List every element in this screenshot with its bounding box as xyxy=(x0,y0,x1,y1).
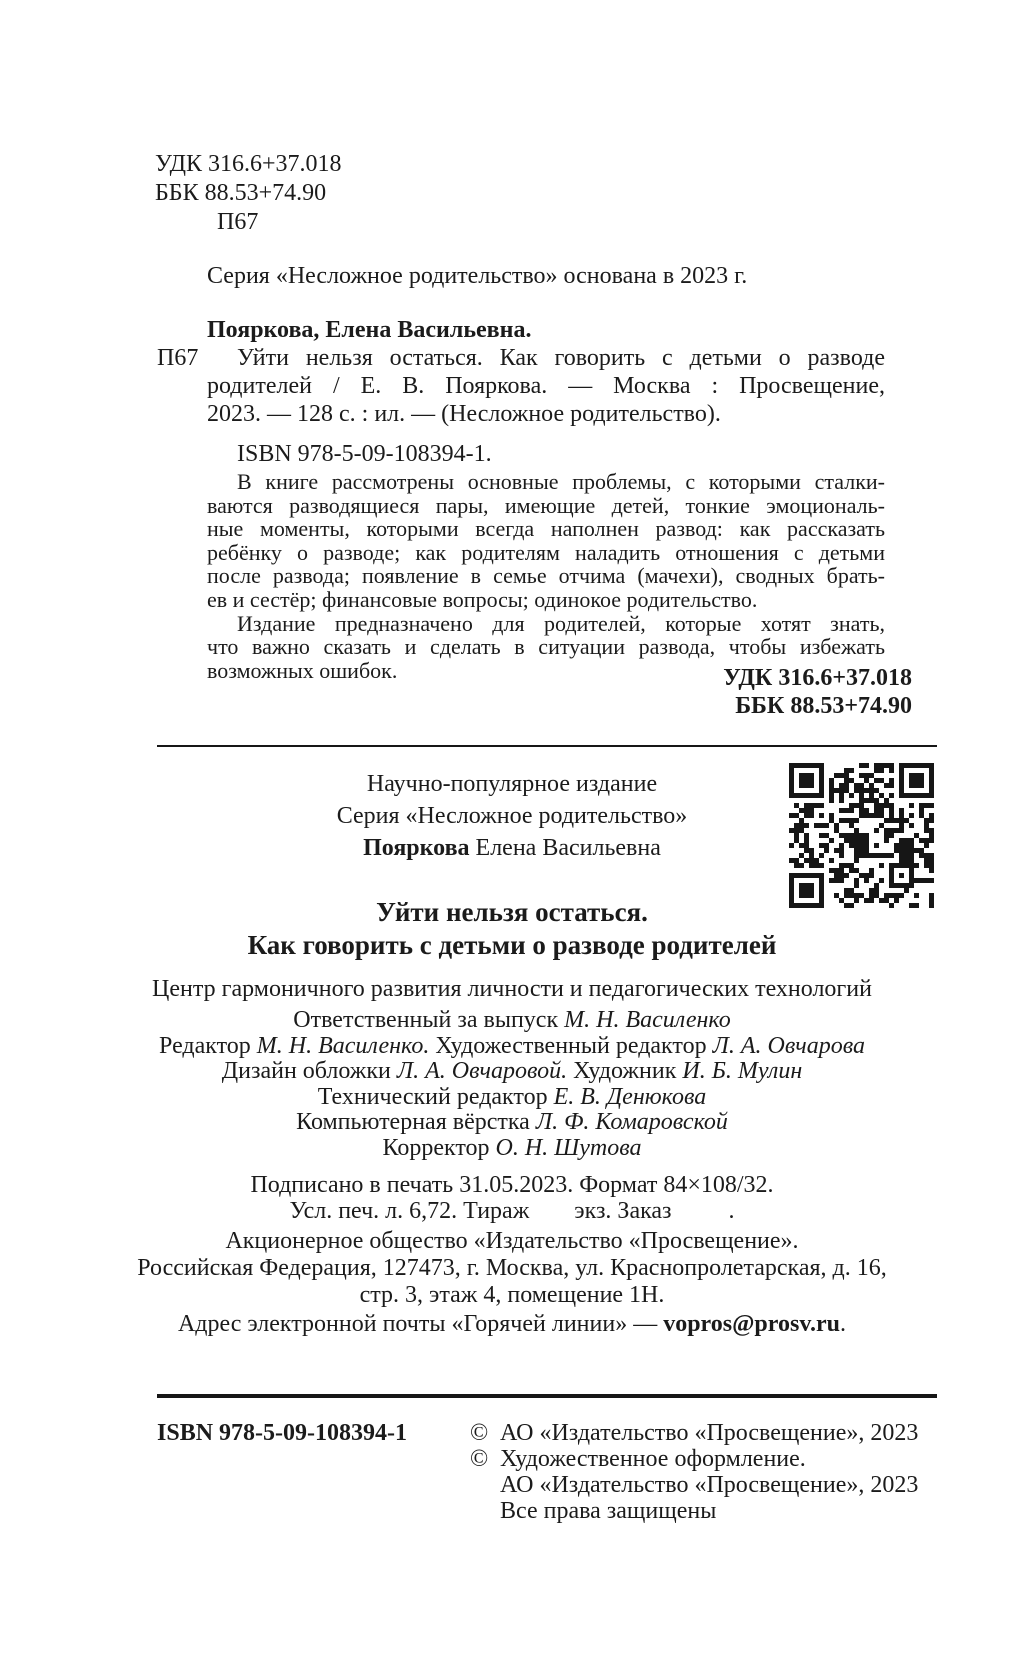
author-sign-code: П67 xyxy=(217,209,259,235)
person-name: Е. В. Денюкова xyxy=(553,1083,707,1110)
divider-top-rule xyxy=(157,745,937,747)
email-address: vopros@prosv.ru xyxy=(663,1311,841,1337)
person-name: Л. Ф. Комаровской xyxy=(535,1109,728,1135)
annotation-block xyxy=(207,470,885,682)
bibliographic-entry xyxy=(155,316,885,468)
bib-line: 2023. — 128 с. : ил. — (Несложное родительство). xyxy=(207,401,721,427)
person-name: О. Н. Шутова xyxy=(495,1134,642,1161)
annotation-line: Издание предназначено для родителей, которые хотят знать, xyxy=(237,610,885,636)
copyright-sign xyxy=(470,1498,500,1524)
publisher-address-line-2: стр. 3, этаж 4, помещение 1Н. xyxy=(359,1282,665,1308)
annotation-paragraph-1 xyxy=(207,470,885,612)
classification-bottom-block xyxy=(723,664,912,720)
copyright-line: © Художественное оформление. xyxy=(470,1446,806,1472)
annotation-line: что важно сказать и сделать в ситуации развода, чтобы избежать xyxy=(207,634,885,660)
series-name: Серия «Несложное родительство» xyxy=(336,803,688,829)
copyright-line: АО «Издательство «Просвещение», 2023 xyxy=(470,1472,918,1498)
annotation-line: возможных ошибок. xyxy=(207,657,398,683)
bib-line: Уйти нельзя остаться. Как говорить с детьми о разводе xyxy=(237,345,885,371)
bbk-code-bold: ББК 88.53+74.90 xyxy=(735,693,912,719)
person-name: Л. А. Овчаровой. xyxy=(396,1058,574,1084)
annotation-line: ребёнку о разводе; как родителям наладить отношения с детьми xyxy=(207,539,885,565)
copyright-sign: © xyxy=(470,1420,489,1446)
isbn-line: ISBN 978-5-09-108394-1. xyxy=(237,441,492,467)
annotation-line: В книге рассмотрены основные проблемы, с которыми сталки- xyxy=(237,469,885,494)
annotation-line: ваются разводящиеся пары, имеющие детей, тонкие эмоциональ- xyxy=(207,492,885,518)
bbk-code: ББК 88.53+74.90 xyxy=(155,180,327,206)
author-surname: Пояркова xyxy=(363,835,470,861)
copyright-sign: © xyxy=(470,1446,489,1472)
development-center-line: Центр гармоничного развития личности и педагогических технологий xyxy=(152,976,872,1002)
credit-line: Технический редактор Е. В. Денюкова xyxy=(317,1083,707,1110)
book-title-line-2: Как говорить с детьми о разводе родителей xyxy=(247,930,777,960)
copyright-line: © АО «Издательство «Просвещение», 2023 xyxy=(470,1420,919,1446)
bib-description xyxy=(207,344,885,428)
hotline-email-line: Адрес электронной почты «Горячей линии» — vopros@prosv.ru. xyxy=(177,1311,847,1337)
imprint-block xyxy=(92,770,932,1338)
publisher-block xyxy=(92,1228,932,1309)
person-name: Л. А. Овчарова xyxy=(712,1032,865,1059)
edition-type: Научно-популярное издание xyxy=(366,771,658,797)
bib-author: Пояркова, Елена Васильевна. xyxy=(207,317,532,343)
copyright-block xyxy=(470,1420,918,1524)
footer-isbn: ISBN 978-5-09-108394-1 xyxy=(157,1420,407,1446)
credit-line: Дизайн обложки Л. А. Овчаровой. Художник И. Б. Мулин xyxy=(221,1058,803,1084)
credit-line: Компьютерная вёрстка Л. Ф. Комаровской xyxy=(296,1109,728,1135)
series-founded-note: Серия «Несложное родительство» основана в 2023 г. xyxy=(207,263,748,289)
annotation-line: ев и сестёр; финансовые вопросы; одинокое родительство. xyxy=(207,586,758,612)
copyright-line: Все права защищены xyxy=(470,1498,918,1524)
udk-code: УДК 316.6+37.018 xyxy=(155,151,342,177)
credits-block xyxy=(92,1008,932,1161)
book-title-line-1: Уйти нельзя остаться. xyxy=(376,897,648,927)
publisher-address-line-1: Российская Федерация, 127473, г. Москва, ул. Краснопролетарская, д. 16, xyxy=(137,1255,887,1281)
copyright-sign xyxy=(470,1472,500,1498)
author-given-names: Елена Васильевна xyxy=(469,835,661,861)
person-name: М. Н. Василенко xyxy=(564,1007,731,1033)
bib-line: родителей / Е. В. Пояркова. — Москва : Просвещение, xyxy=(207,373,885,399)
print-date-format-line: Подписано в печать 31.05.2023. Формат 84×108/32. xyxy=(250,1172,774,1198)
person-name: И. Б. Мулин xyxy=(682,1058,803,1084)
annotation-line: после развода; появление в семье отчима (мачехи), сводных брать- xyxy=(207,563,885,589)
udk-code-bold: УДК 316.6+37.018 xyxy=(723,665,912,691)
print-info-block xyxy=(92,1172,932,1224)
credit-line: Корректор О. Н. Шутова xyxy=(382,1134,642,1161)
person-name: М. Н. Василенко. xyxy=(256,1032,436,1059)
credit-line: Ответственный за выпуск М. Н. Василенко xyxy=(293,1007,731,1033)
bib-margin-code: П67 xyxy=(157,345,199,371)
classification-block xyxy=(155,150,341,237)
book-title xyxy=(92,896,932,962)
annotation-line: ные моменты, которыми всегда наполнен развод: как рассказать xyxy=(207,516,885,542)
publisher-name-line: Акционерное общество «Издательство «Просвещение». xyxy=(225,1228,799,1254)
print-run-line: Усл. печ. л. 6,72. Тираж экз. Заказ . xyxy=(289,1198,735,1224)
divider-bottom-rule xyxy=(157,1394,937,1398)
author-full-name xyxy=(92,834,932,862)
credit-line: Редактор М. Н. Василенко. Художественный редактор Л. А. Овчарова xyxy=(159,1032,865,1059)
